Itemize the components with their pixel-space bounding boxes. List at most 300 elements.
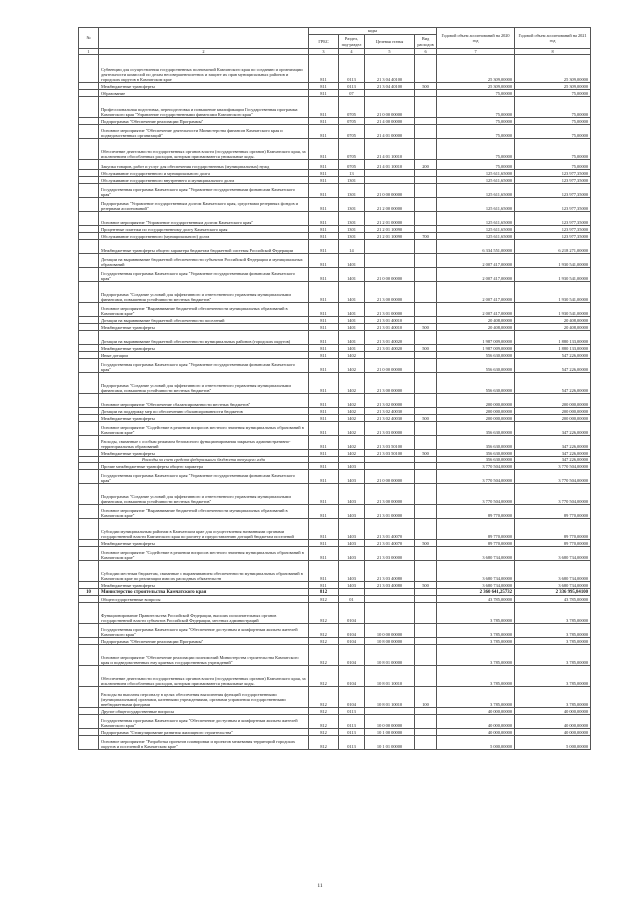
row-grbs: 811 (309, 198, 339, 212)
row-amount-2021: 3 785,00000 (515, 603, 591, 624)
row-amount-2021: 40 000,00000 (515, 729, 591, 736)
row-amount-2020: 200 000,00000 (437, 394, 515, 408)
row-grbs: 812 (309, 729, 339, 736)
row-vid (415, 97, 437, 118)
header-index: 5 (365, 49, 415, 55)
row-number (79, 422, 99, 436)
row-name: Субсидии муниципальным районам в Камчатском крае для осуществления названными органами государственной власти Камчатского края по расчету и предоставлению дотаций бюджетам поселений (99, 519, 309, 540)
row-grbs: 811 (309, 470, 339, 484)
row-amount-2021: 25 309,00000 (515, 55, 591, 83)
row-amount-2020: 356 630,00000 (437, 457, 515, 463)
row-amount-2021: 89 770,00000 (515, 519, 591, 540)
row-name: Обеспечение деятельности государственных органов власти (государственных органов) Камчатского края, за исключением обособленных расходов, которым присваиваются уникальные коды. (99, 666, 309, 687)
row-grbs: 812 (309, 736, 339, 750)
row-grbs: 811 (309, 436, 339, 450)
row-number (79, 55, 99, 83)
row-number (79, 666, 99, 687)
row-razdel: 1402 (339, 394, 365, 408)
row-name: Расходы на выплаты персоналу в целях обеспечения выполнения функций государственными (муниципальными) органами, казенными учреждениями, органами управления государственными внебюджетными фондами (99, 687, 309, 708)
row-amount-2021: 1 930 541,00000 (515, 254, 591, 268)
table-row (79, 118, 591, 125)
table-row (79, 540, 591, 547)
row-name: Основное мероприятие "Обеспечение реализации полномочий Министерства строительства Камчатского края и подведомственных ему краевых государственных учреждений" (99, 645, 309, 666)
row-name: Межбюджетные трансферты (99, 415, 309, 422)
row-number (79, 415, 99, 422)
row-number (79, 540, 99, 547)
row-name: Государственная программа Камчатского края "Управление государственными финансами Камчатского края" (99, 359, 309, 373)
table-row (79, 177, 591, 184)
row-number (79, 118, 99, 125)
table-row (79, 282, 591, 303)
row-razdel: 0113 (339, 729, 365, 736)
row-number (79, 303, 99, 317)
row-celevaya: 21 3 03 50100 (365, 436, 415, 450)
row-grbs: 811 (309, 118, 339, 125)
row-vid (415, 184, 437, 198)
row-grbs: 811 (309, 139, 339, 160)
row-celevaya: 21 3 01 40070 (365, 540, 415, 547)
row-vid (415, 139, 437, 160)
table-row (79, 484, 591, 505)
row-vid: 500 (415, 345, 437, 352)
row-amount-2021: 123 977,35000 (515, 212, 591, 226)
row-grbs: 812 (309, 596, 339, 603)
row-amount-2020: 3 785,00000 (437, 624, 515, 638)
budget-table-page (78, 27, 590, 750)
row-razdel: 1301 (339, 184, 365, 198)
row-amount-2021: 5 000,00000 (515, 736, 591, 750)
row-number (79, 170, 99, 177)
row-grbs: 811 (309, 450, 339, 457)
header-index: 6 (415, 49, 437, 55)
row-razdel: 1402 (339, 415, 365, 422)
row-name: Функционирование Правительства Российской Федерации, высших исполнительных органов государственной власти субъектов Российской Федерации, местных администраций (99, 603, 309, 624)
row-grbs: 812 (309, 708, 339, 715)
row-amount-2020: 125 611,65000 (437, 226, 515, 233)
table-row (79, 55, 591, 83)
row-razdel: 1402 (339, 450, 365, 457)
row-grbs: 812 (309, 638, 339, 645)
row-name: Дотации на поддержку мер по обеспечению сбалансированности бюджетов (99, 408, 309, 415)
row-number (79, 97, 99, 118)
row-number (79, 268, 99, 282)
row-grbs: 811 (309, 212, 339, 226)
row-number (79, 359, 99, 373)
table-row (79, 83, 591, 90)
row-razdel: 1301 (339, 233, 365, 240)
row-vid (415, 226, 437, 233)
row-grbs: 811 (309, 324, 339, 331)
table-row (79, 638, 591, 645)
table-row (79, 422, 591, 436)
header-index: 7 (437, 49, 515, 55)
row-amount-2021: 547 226,00000 (515, 352, 591, 359)
row-celevaya: 21 3 02 40030 (365, 415, 415, 422)
row-amount-2020: 125 611,65000 (437, 233, 515, 240)
row-name: Профессиональная подготовка, переподготовка и повышение квалификации Государственная программа Камчатского края "Управление государственными финансами Камчатского края" (99, 97, 309, 118)
row-razdel: 07 (339, 90, 365, 97)
row-number (79, 160, 99, 170)
table-row (79, 160, 591, 170)
row-amount-2020: 356 630,00000 (437, 422, 515, 436)
row-grbs: 811 (309, 233, 339, 240)
row-vid (415, 177, 437, 184)
row-amount-2021: 1 880 133,00000 (515, 345, 591, 352)
table-row (79, 408, 591, 415)
row-razdel: 1403 (339, 540, 365, 547)
row-celevaya: 21 3 01 00000 (365, 505, 415, 519)
table-row (79, 519, 591, 540)
row-grbs: 811 (309, 463, 339, 470)
row-celevaya: 21 3 04 40100 (365, 55, 415, 83)
row-amount-2020: 89 770,00000 (437, 519, 515, 540)
row-number (79, 638, 99, 645)
table-row (79, 198, 591, 212)
header-index: 4 (339, 49, 365, 55)
row-amount-2021: 200 000,00000 (515, 394, 591, 408)
row-vid: 100 (415, 687, 437, 708)
table-row (79, 184, 591, 198)
row-vid (415, 463, 437, 470)
header-index: 1 (79, 49, 99, 55)
row-name: Дотации на выравнивание бюджетной обеспеченности муниципальных районов (городских округов) (99, 331, 309, 345)
header-grbs: ГРБС (309, 35, 339, 49)
row-number (79, 470, 99, 484)
row-vid (415, 55, 437, 83)
row-celevaya: 21 3 01 00000 (365, 303, 415, 317)
row-celevaya: 21 3 03 00000 (365, 547, 415, 561)
row-name: Основное мероприятие "Обеспечение деятельности Министерства финансов Камчатского края и подведомственных организаций" (99, 125, 309, 139)
row-grbs: 811 (309, 317, 339, 324)
row-number (79, 450, 99, 457)
row-number (79, 561, 99, 582)
row-amount-2020: 3 785,00000 (437, 666, 515, 687)
row-number (79, 254, 99, 268)
row-razdel: 1301 (339, 177, 365, 184)
row-amount-2021: 1 880 133,00000 (515, 331, 591, 345)
row-number (79, 331, 99, 345)
row-amount-2020: 6 334 551,00000 (437, 240, 515, 254)
row-vid (415, 589, 437, 596)
row-razdel: 1401 (339, 268, 365, 282)
row-vid: 500 (415, 450, 437, 457)
row-amount-2021: 347 226,00000 (515, 436, 591, 450)
row-name: Государственная программа Камчатского края "Обеспечение доступным и комфортным жильем жителей Камчатского края" (99, 715, 309, 729)
row-amount-2021: 6 218 271,00000 (515, 240, 591, 254)
row-celevaya: 21 0 00 00000 (365, 97, 415, 118)
row-amount-2020: 25 309,00000 (437, 55, 515, 83)
row-vid (415, 645, 437, 666)
row-amount-2021: 123 977,35000 (515, 184, 591, 198)
row-number (79, 603, 99, 624)
row-razdel: 1402 (339, 436, 365, 450)
row-razdel: 0113 (339, 736, 365, 750)
row-amount-2020: 2 007 417,00000 (437, 254, 515, 268)
row-celevaya: 21 3 01 40020 (365, 331, 415, 345)
row-razdel (339, 589, 365, 596)
row-razdel: 0705 (339, 118, 365, 125)
row-amount-2020: 75,00000 (437, 90, 515, 97)
table-row (79, 687, 591, 708)
row-celevaya: 10 8 01 10010 (365, 666, 415, 687)
row-number (79, 125, 99, 139)
row-amount-2021: 75,00000 (515, 139, 591, 160)
row-amount-2021: 200 000,00000 (515, 408, 591, 415)
row-celevaya: 21 3 02 40030 (365, 408, 415, 415)
row-celevaya: 21 0 00 00000 (365, 268, 415, 282)
row-celevaya: 21 3 03 50100 (365, 450, 415, 457)
row-amount-2020: 1 987 009,00000 (437, 345, 515, 352)
row-vid (415, 212, 437, 226)
row-amount-2020: 40 000,00000 (437, 715, 515, 729)
row-name: Основное мероприятие "Обеспечение сбалансированности местных бюджетов" (99, 394, 309, 408)
table-row (79, 450, 591, 457)
row-number (79, 373, 99, 394)
row-vid (415, 603, 437, 624)
row-celevaya: 10 1 00 00000 (365, 729, 415, 736)
row-celevaya: 10 8 00 00000 (365, 638, 415, 645)
row-name: Иные дотации (99, 352, 309, 359)
row-grbs: 811 (309, 582, 339, 589)
row-celevaya: 21 3 01 40020 (365, 345, 415, 352)
row-amount-2021: 43 785,00000 (515, 596, 591, 603)
row-amount-2021: 75,00000 (515, 118, 591, 125)
table-row (79, 139, 591, 160)
row-vid (415, 519, 437, 540)
row-number (79, 233, 99, 240)
table-row (79, 470, 591, 484)
header-codes: коды (309, 28, 437, 35)
row-name: Обслуживание государственного (муниципального) долга (99, 233, 309, 240)
row-amount-2021: 123 977,35000 (515, 170, 591, 177)
row-celevaya (365, 603, 415, 624)
row-grbs: 812 (309, 624, 339, 638)
row-amount-2021: 547 226,00000 (515, 373, 591, 394)
row-razdel: 1403 (339, 505, 365, 519)
row-number (79, 519, 99, 540)
row-number (79, 408, 99, 415)
row-celevaya: 21 0 00 00000 (365, 470, 415, 484)
row-number: 10 (79, 589, 99, 596)
table-row (79, 505, 591, 519)
table-row (79, 97, 591, 118)
row-grbs: 812 (309, 645, 339, 666)
row-number (79, 90, 99, 97)
row-celevaya: 21 3 03 00000 (365, 422, 415, 436)
row-celevaya: 21 3 00 00000 (365, 373, 415, 394)
row-amount-2021: 3 770 504,00000 (515, 470, 591, 484)
row-amount-2020: 3 680 734,00000 (437, 547, 515, 561)
row-grbs: 811 (309, 547, 339, 561)
row-number (79, 83, 99, 90)
row-number (79, 212, 99, 226)
table-row (79, 436, 591, 450)
table-row (79, 394, 591, 408)
row-name: Субвенции для осуществления государственных полномочий Камчатского края по созданию и организации деятельности комиссий по делам несовершеннолетних и защите их прав муниципальных районов и городских округов в Камчатском крае (99, 55, 309, 83)
row-vid (415, 505, 437, 519)
row-grbs: 811 (309, 90, 339, 97)
row-number (79, 324, 99, 331)
row-name: Межбюджетные трансферты (99, 345, 309, 352)
row-amount-2021: 75,00000 (515, 160, 591, 170)
table-row (79, 624, 591, 638)
row-amount-2021: 3 785,00000 (515, 645, 591, 666)
row-razdel: 0705 (339, 125, 365, 139)
row-celevaya: 21 2 01 10090 (365, 226, 415, 233)
row-razdel: 1402 (339, 373, 365, 394)
row-razdel: 0113 (339, 83, 365, 90)
row-amount-2021: 75,00000 (515, 125, 591, 139)
row-amount-2021: 20 408,00000 (515, 324, 591, 331)
row-amount-2020: 356 630,00000 (437, 436, 515, 450)
row-amount-2021: 89 770,00000 (515, 505, 591, 519)
row-amount-2021: 3 680 734,00000 (515, 582, 591, 589)
row-amount-2021: 1 930 541,00000 (515, 268, 591, 282)
table-row (79, 596, 591, 603)
row-razdel: 0104 (339, 638, 365, 645)
row-grbs: 811 (309, 359, 339, 373)
row-number (79, 715, 99, 729)
row-grbs: 811 (309, 561, 339, 582)
row-name: Основное мероприятие "Выравнивание бюджетной обеспеченности муниципальных образований в Камчатском крае" (99, 505, 309, 519)
row-grbs: 811 (309, 394, 339, 408)
row-celevaya: 21 3 01 40010 (365, 317, 415, 324)
row-amount-2021: 3 785,00000 (515, 687, 591, 708)
row-number (79, 282, 99, 303)
row-amount-2020: 40 000,00000 (437, 708, 515, 715)
page-number: 11 (317, 883, 323, 889)
row-vid (415, 547, 437, 561)
row-amount-2020: 125 611,65000 (437, 198, 515, 212)
row-grbs: 811 (309, 484, 339, 505)
row-name: Образование (99, 90, 309, 97)
table-row (79, 170, 591, 177)
row-amount-2020: 20 408,00000 (437, 317, 515, 324)
row-name: Обслуживание государственного внутреннего и муниципального долга (99, 177, 309, 184)
row-amount-2020: 5 000,00000 (437, 736, 515, 750)
row-amount-2021: 75,00000 (515, 97, 591, 118)
table-row (79, 352, 591, 359)
row-celevaya: 21 4 01 00000 (365, 125, 415, 139)
table-row (79, 561, 591, 582)
row-vid (415, 254, 437, 268)
row-grbs: 811 (309, 505, 339, 519)
row-grbs: 811 (309, 160, 339, 170)
row-name: Подпрограмма "Создание условий для эффективного и ответственного управления муниципальными финансами, повышения устойчивости местных бюджетов" (99, 282, 309, 303)
row-razdel: 1401 (339, 331, 365, 345)
row-name: Межбюджетные трансферты (99, 540, 309, 547)
row-celevaya: 21 2 01 00000 (365, 212, 415, 226)
row-vid (415, 470, 437, 484)
table-row (79, 645, 591, 666)
row-amount-2021: 123 977,35000 (515, 198, 591, 212)
row-name: Основное мероприятие "Содействие в решении вопросов местного значения муниципальных образований в Камчатском крае" (99, 547, 309, 561)
header-razdel: Раздел, под-раздел (339, 35, 365, 49)
row-amount-2020: 89 770,00000 (437, 540, 515, 547)
row-grbs: 811 (309, 282, 339, 303)
header-year-2021: Годовой объем ассигнований на 2021 год (515, 28, 591, 49)
row-vid: 200 (415, 160, 437, 170)
row-celevaya: 21 3 01 40070 (365, 519, 415, 540)
row-razdel: 1403 (339, 484, 365, 505)
row-number (79, 317, 99, 324)
row-name: Подпрограмма "Создание условий для эффективного и ответственного управления муниципальными финансами, повышения устойчивости местных бюджетов" (99, 373, 309, 394)
row-name: Межбюджетные трансферты (99, 324, 309, 331)
row-number (79, 177, 99, 184)
row-grbs: 811 (309, 97, 339, 118)
budget-table (78, 27, 591, 750)
header-vid: Вид расходов (415, 35, 437, 49)
row-vid (415, 422, 437, 436)
table-row (79, 603, 591, 624)
row-name: Межбюджетные трансферты общего характера бюджетам бюджетной системы Российской Федерации (99, 240, 309, 254)
row-celevaya: 21 4 00 00000 (365, 118, 415, 125)
header-num: № (79, 28, 99, 49)
row-amount-2021: 3 680 734,00000 (515, 547, 591, 561)
row-number (79, 547, 99, 561)
row-grbs: 811 (309, 373, 339, 394)
row-vid (415, 729, 437, 736)
row-vid (415, 170, 437, 177)
row-celevaya: 21 2 00 00000 (365, 198, 415, 212)
row-amount-2020: 356 630,00000 (437, 450, 515, 457)
row-celevaya (365, 463, 415, 470)
row-amount-2020: 3 680 734,00000 (437, 561, 515, 582)
row-celevaya (365, 708, 415, 715)
row-amount-2020: 75,00000 (437, 139, 515, 160)
row-amount-2020: 75,00000 (437, 118, 515, 125)
row-number (79, 394, 99, 408)
table-row (79, 415, 591, 422)
row-name: Основное мероприятие "Содействие в решении вопросов местного значения муниципальных образований в Камчатском крае" (99, 422, 309, 436)
row-vid (415, 624, 437, 638)
row-celevaya (365, 254, 415, 268)
row-vid (415, 282, 437, 303)
row-amount-2020: 3 680 734,00000 (437, 582, 515, 589)
row-vid (415, 484, 437, 505)
row-number (79, 596, 99, 603)
row-razdel: 1301 (339, 212, 365, 226)
header-index: 8 (515, 49, 591, 55)
table-row (79, 463, 591, 470)
row-grbs: 811 (309, 519, 339, 540)
row-name: Закупка товаров, работ и услуг для обеспечения государственных (муниципальных) нужд (99, 160, 309, 170)
row-razdel: 0705 (339, 139, 365, 160)
row-razdel: 0113 (339, 715, 365, 729)
row-razdel: 0104 (339, 666, 365, 687)
row-celevaya: 10 0 00 00000 (365, 624, 415, 638)
row-vid (415, 331, 437, 345)
row-vid (415, 394, 437, 408)
row-celevaya: 21 3 00 00000 (365, 484, 415, 505)
row-name: Государственная программа Камчатского края "Управление государственными финансами Камчатского края" (99, 268, 309, 282)
row-amount-2020: 1 987 009,00000 (437, 331, 515, 345)
header-index: 2 (99, 49, 309, 55)
row-amount-2020: 2 007 417,00000 (437, 268, 515, 282)
row-amount-2021: 3 785,00000 (515, 624, 591, 638)
row-razdel: 1402 (339, 408, 365, 415)
row-name: Государственная программа Камчатского края "Управление государственными финансами Камчатского края" (99, 184, 309, 198)
row-amount-2021: 3 785,00000 (515, 638, 591, 645)
row-amount-2021: 123 977,35000 (515, 177, 591, 184)
row-name: Обеспечение деятельности государственных органов власти (государственных органов) Камчатского края, за исключением обособленных расходов, которым присваиваются уникальные коды. (99, 139, 309, 160)
row-amount-2021: 1 930 541,00000 (515, 282, 591, 303)
row-name: Подпрограмма "Создание условий для эффективного и ответственного управления муниципальными финансами, повышения устойчивости местных бюджетов" (99, 484, 309, 505)
row-celevaya: 21 0 00 00000 (365, 359, 415, 373)
row-vid: 500 (415, 582, 437, 589)
row-number (79, 687, 99, 708)
row-grbs: 812 (309, 589, 339, 596)
